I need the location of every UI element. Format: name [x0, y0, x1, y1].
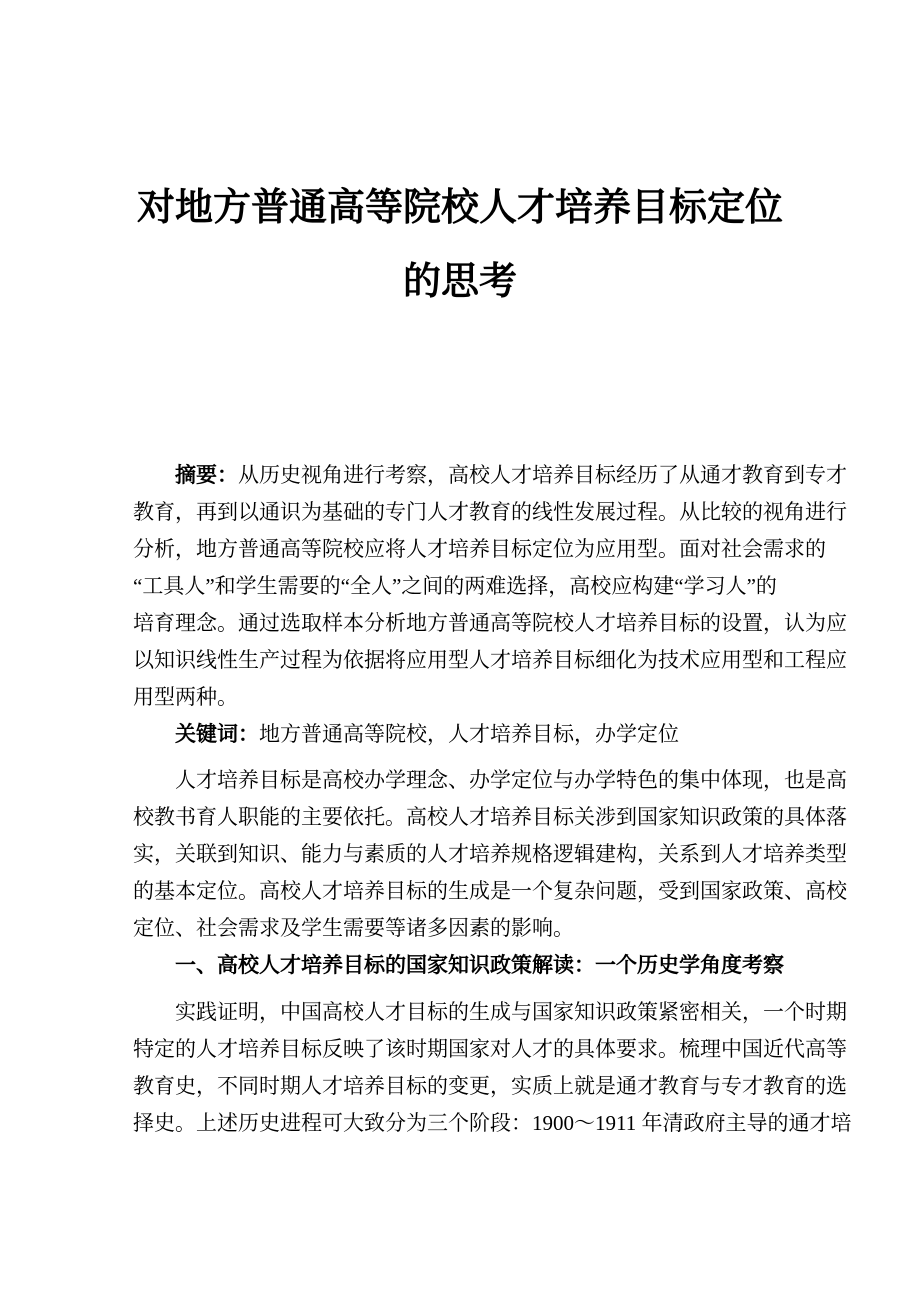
text-line: 培育理念。通过选取样本分析地方普通高等院校人才培养目标的设置，认为应 — [133, 611, 847, 635]
text-line: 摘要：从历史视角进行考察，高校人才培养目标经历了从通才教育到专才 — [175, 463, 847, 487]
text-line: 的基本定位。高校人才培养目标的生成是一个复杂问题，受到国家政策、高校 — [133, 879, 847, 903]
bold-lead: 摘要： — [175, 464, 238, 487]
text-line: 用型两种。 — [133, 685, 238, 709]
text-line: 定位、社会需求及学生需要等诸多因素的影响。 — [133, 916, 574, 940]
text-line: 校教书育人职能的主要依托。高校人才培养目标关涉到国家知识政策的具体落 — [133, 805, 847, 829]
title-line-2: 的思考 — [402, 261, 517, 303]
text-line: 以知识线性生产过程为依据将应用型人才培养目标细化为技术应用型和工程应 — [133, 648, 847, 672]
title-line-1: 对地方普通高等院校人才培养目标定位 — [136, 187, 783, 229]
text-line: 关键词：地方普通高等院校，人才培养目标，办学定位 — [175, 722, 679, 746]
text-line: 教育，再到以通识为基础的专门人才教育的线性发展过程。从比较的视角进行 — [133, 500, 847, 524]
document-body — [133, 457, 852, 1142]
text-line: 人才培养目标是高校办学理念、办学定位与办学特色的集中体现，也是高 — [175, 768, 847, 792]
text-line: 教育史，不同时期人才培养目标的变更，实质上就是通才教育与专才教育的选 — [133, 1074, 847, 1098]
abstract-paragraph — [133, 457, 847, 716]
bold-lead: 关键词： — [175, 723, 259, 746]
document-title — [133, 171, 787, 319]
text-line: 实，关联到知识、能力与素质的人才培养规格逻辑建构，关系到人才培养类型 — [133, 842, 847, 866]
text-line: “工具人”和学生需要的“全人”之间的两难选择，高校应构建“学习人”的 — [133, 574, 777, 598]
text-line: 一、高校人才培养目标的国家知识政策解读：一个历史学角度考察 — [175, 954, 784, 977]
text-line: 择史。上述历史进程可大致分为三个阶段：1900～1911 年清政府主导的通才培 — [133, 1111, 852, 1135]
section-1-paragraph — [133, 994, 852, 1142]
keywords-line — [133, 716, 803, 753]
intro-paragraph — [133, 762, 847, 947]
text-line: 分析，地方普通高等院校应将人才培养目标定位为应用型。面对社会需求的 — [133, 537, 826, 561]
text-line: 实践证明，中国高校人才目标的生成与国家知识政策紧密相关，一个时期 — [175, 1000, 847, 1024]
section-heading-1 — [133, 947, 803, 984]
text-line: 特定的人才培养目标反映了该时期国家对人才的具体要求。梳理中国近代高等 — [133, 1037, 847, 1061]
